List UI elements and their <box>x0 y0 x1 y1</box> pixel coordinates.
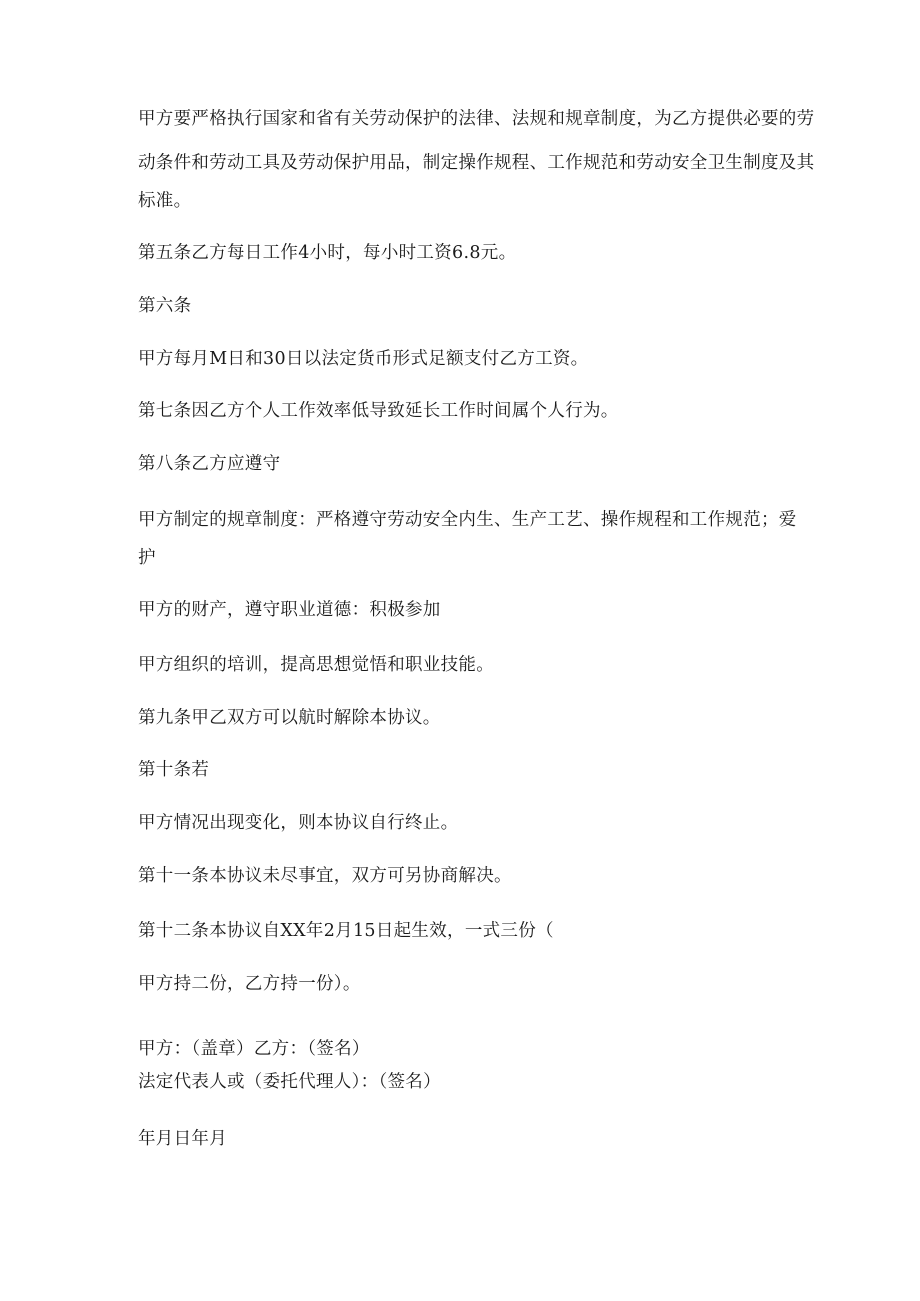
article-10-text: 甲方情况出现变化，则本协议自行终止。 <box>138 813 459 833</box>
article-8-heading: 第八条乙方应遵守 <box>138 454 281 474</box>
article-7: 第七条因乙方个人工作效率低导致延长工作时间属个人行为。 <box>138 401 619 421</box>
article-6-text: 甲方每月M日和30日以法定货币形式足额支付乙方工资。 <box>138 349 589 369</box>
article-9: 第九条甲乙双方可以航时解除本协议。 <box>138 708 441 728</box>
paragraph-line-2: 动条件和劳动工具及劳动保护用品，制定操作规程、工作规范和劳动安全卫生制度及其 <box>138 153 815 173</box>
paragraph-line-1: 甲方要严格执行国家和省有关劳动保护的法律、法规和规章制度，为乙方提供必要的劳 <box>138 109 815 129</box>
article-11: 第十一条本协议未尽事宜，双方可另协商解决。 <box>138 866 512 886</box>
article-8-text-line-3: 甲方的财产，遵守职业道德：积极参加 <box>138 600 441 620</box>
article-8-text-line-2: 护 <box>138 548 156 568</box>
article-12-line-1: 第十二条本协议自XX年2月15日起生效，一式三份（ <box>138 921 554 941</box>
paragraph-line-3: 标准。 <box>138 191 192 211</box>
article-10-heading: 第十条若 <box>138 760 210 780</box>
signature-parties: 甲方：（盖章）乙方：（签名） <box>138 1039 370 1059</box>
signature-date: 年月日年月 <box>138 1129 227 1149</box>
signature-representative: 法定代表人或（委托代理人）：（签名） <box>138 1072 441 1092</box>
article-6-heading: 第六条 <box>138 296 192 316</box>
article-8-text-line-4: 甲方组织的培训，提高思想觉悟和职业技能。 <box>138 655 494 675</box>
article-8-text-line-1: 甲方制定的规章制度：严格遵守劳动安全内生、生产工艺、操作规程和工作规范；爱 <box>138 510 797 530</box>
article-12-line-2: 甲方持二份，乙方持一份）。 <box>138 974 361 994</box>
article-5: 第五条乙方每日工作4小时，每小时工资6.8元。 <box>138 243 517 263</box>
